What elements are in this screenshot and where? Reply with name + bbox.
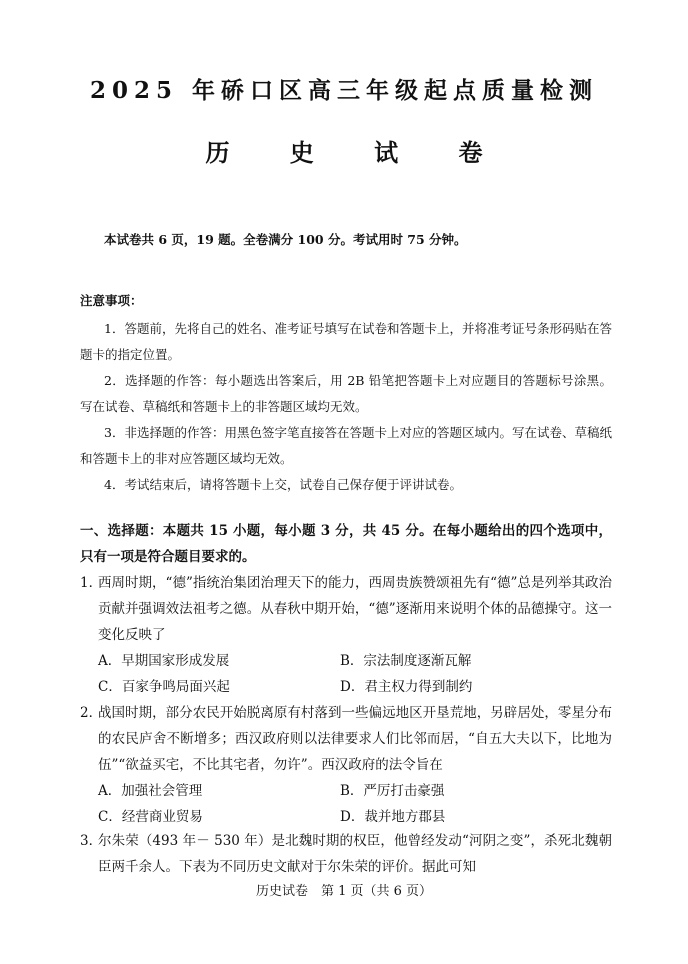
option-b: B．宗法制度逐渐瓦解 [340,653,472,669]
notice-item: 1．答题前，先将自己的姓名、准考证号填写在试卷和答题卡上，并将准考证号条形码贴在答题卡的指定位置。 [80,321,612,362]
notice-list [80,316,612,498]
section-heading: 一、选择题：本题共 15 小题，每小题 3 分，共 45 分。在每小题给出的四个选项中，只有一项是符合题目要求的。 [80,523,612,565]
exam-intro: 本试卷共 6 页，19 题。全卷满分 100 分。考试用时 75 分钟。 [104,232,467,247]
exam-title: 2025 年硚口区高三年级起点质量检测 [89,77,599,104]
option-d: D．裁并地方郡县 [340,809,446,825]
option-list [98,778,612,830]
question-2 [80,700,612,830]
notice-heading: 注意事项： [80,293,143,308]
question-number: 2． [80,705,103,721]
question-stem: 西周时期，“德”指统治集团治理天下的能力，西周贵族赞颂祖先有“德”总是列举其政治贡献并强调效法祖考之德。从春秋中期开始，“德”逐渐用来说明个体的品德操守。这一变化反映了 [98,575,612,643]
question-stem: 尔朱荣（493 年－ 530 年）是北魏时期的权臣，他曾经发动“河阴之变”，杀死北魏朝臣两千余人。下表为不同历史文献对于尔朱荣的评价。据此可知 [98,833,612,875]
question-number: 1． [80,575,103,591]
question-1 [80,570,612,700]
option-d: D．君主权力得到制约 [340,679,473,695]
question-3 [80,828,612,880]
notice-item: 4．考试结束后，请将答题卡上交，试卷自己保存便于评讲试卷。 [104,477,462,492]
notice-item: 3．非选择题的作答：用黑色签字笔直接答在答题卡上对应的答题区域内。写在试卷、草稿纸和答题卡上的非对应答题区域均无效。 [80,425,612,466]
question-stem: 战国时期，部分农民开始脱离原有村落到一些偏远地区开垦荒地，另辟居处，零星分布的农民庐舍不断增多；西汉政府则以法律要求人们比邻而居，“自五大夫以下，比地为伍”“欲益买宅，不比其宅者，勿许”。西汉政府的法令旨在 [98,705,612,773]
question-number: 3． [80,833,103,849]
option-c: C．百家争鸣局面兴起 [98,679,230,695]
option-a: A．加强社会管理 [98,783,203,799]
exam-subject: 历 史 试 卷 [205,138,509,167]
option-list [98,648,612,700]
notice-item: 2．选择题的作答：每小题选出答案后，用 2B 铅笔把答题卡上对应题目的答题标号涂黑。写在试卷、草稿纸和答题卡上的非答题区域均无效。 [80,373,612,414]
option-b: B．严厉打击豪强 [340,783,445,799]
page-footer: 历史试卷 第 1 页（共 6 页） [255,884,433,899]
option-c: C．经营商业贸易 [98,809,203,825]
option-a: A．早期国家形成发展 [98,653,230,669]
